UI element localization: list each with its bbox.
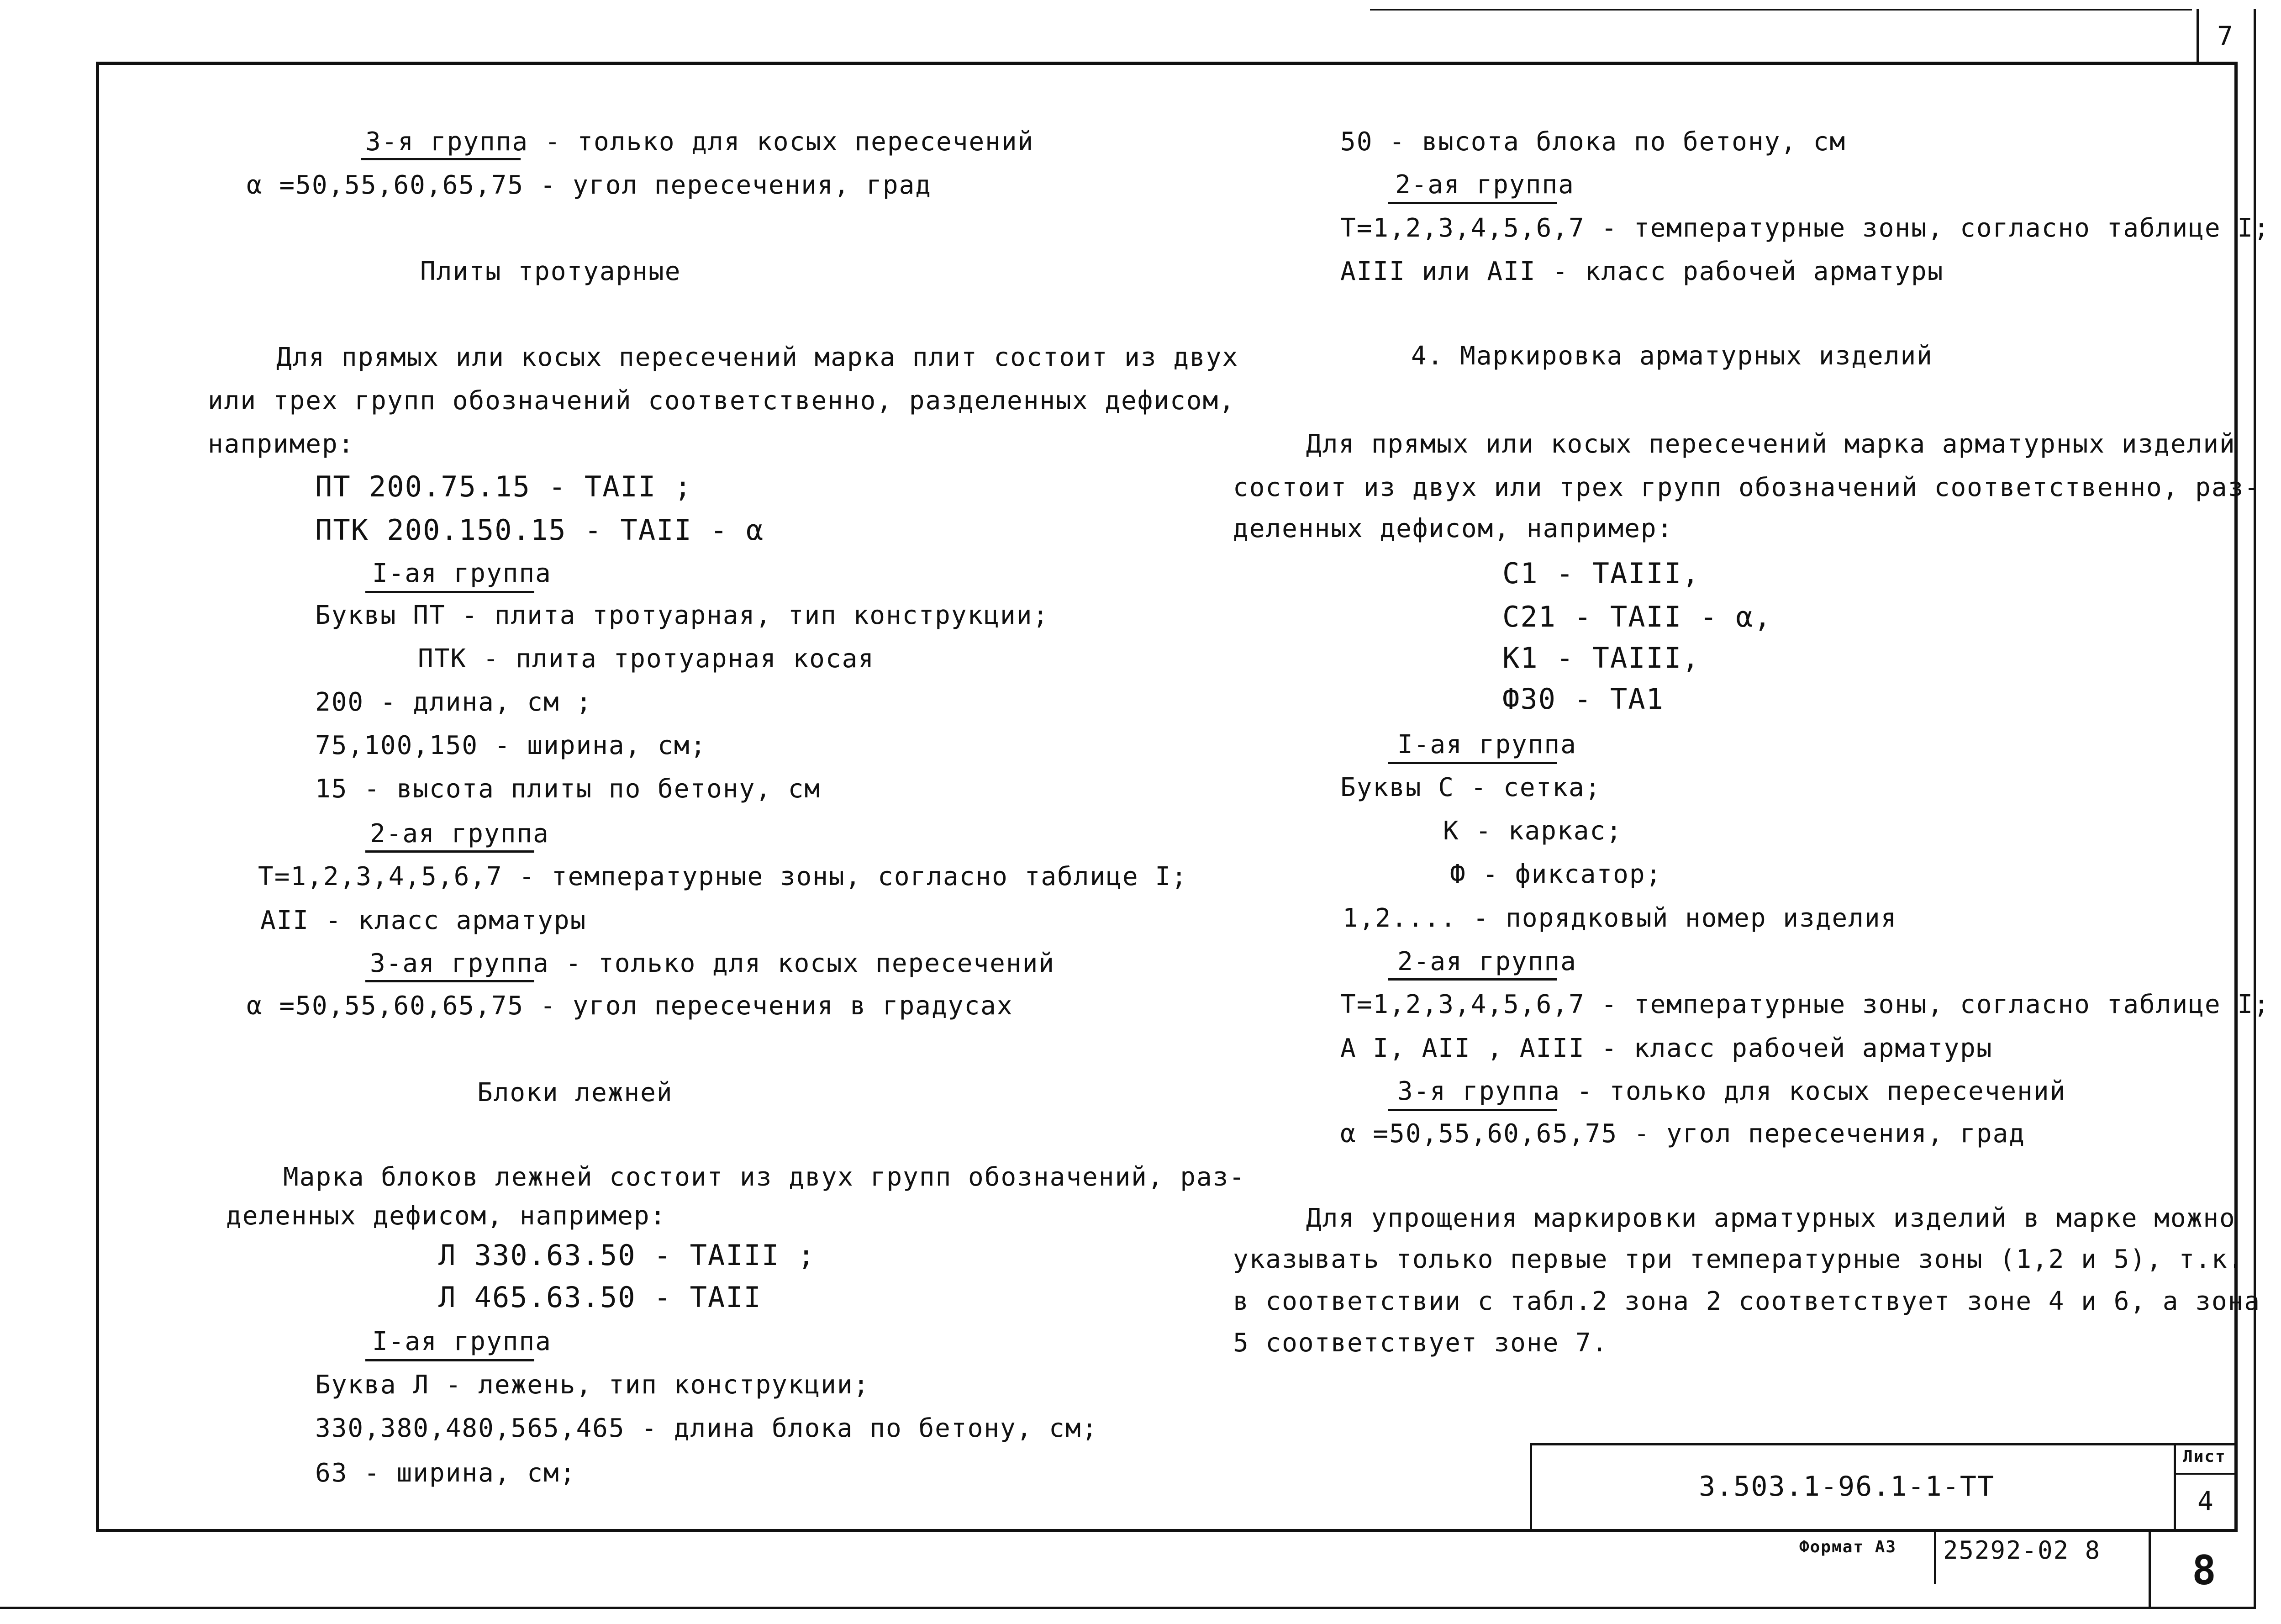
rebar-class: А I, АII , АIII - класс рабочей арматуры xyxy=(1340,1033,1993,1063)
block-group2-title: 2-ая группа xyxy=(1395,170,1575,200)
rebar-example-3: К1 - ТАIII, xyxy=(1502,641,1700,675)
rebar-example-1: С1 - ТАIII, xyxy=(1502,557,1700,590)
rebar-group2-underline xyxy=(1388,978,1557,981)
slab-height: 15 - высота плиты по бетону, см xyxy=(315,774,821,804)
block-example-1: Л 330.63.50 - ТАIII ; xyxy=(438,1239,816,1272)
rebar-para-line2: состоит из двух или трех групп обозначений соответственно, раз- xyxy=(1233,473,2261,502)
block-width: 63 - ширина, см; xyxy=(315,1458,576,1488)
rebar-serial-number: 1,2.... - порядковый номер изделия xyxy=(1343,903,1897,933)
block-group2-underline xyxy=(1388,202,1557,204)
simplify-para-line2: указывать только первые три температурные зоны (1,2 и 5), т.к. xyxy=(1233,1244,2244,1274)
rebar-example-4: Ф30 - ТА1 xyxy=(1502,682,1664,716)
block-height: 50 - высота блока по бетону, см xyxy=(1340,127,1846,157)
slab-example-2: ПТК 200.150.15 - ТАII - α xyxy=(315,513,764,547)
left-angle-line: α =50,55,60,65,75 - угол пересечения, град xyxy=(247,170,932,200)
rebar-example-2: С21 - ТАII - α, xyxy=(1502,600,1772,633)
rebar-group2-title: 2-ая группа xyxy=(1397,947,1577,976)
simplify-para-line1: Для упрощения маркировки арматурных изделий в марке можно xyxy=(1306,1203,2236,1233)
document-code: 3.503.1-96.1-1-ТТ xyxy=(1699,1471,1995,1503)
slab-letters-pt: Буквы ПТ - плита тротуарная, тип конструкции; xyxy=(315,601,1049,630)
slab-rebar-class: АII - класс арматуры xyxy=(260,906,587,935)
blocks-para-line2: деленных дефисом, например: xyxy=(226,1201,667,1231)
left-group3-title: 3-я группа - только для косых пересечений xyxy=(365,127,1034,157)
slab-letters-ptk: ПТК - плита тротуарная косая xyxy=(418,644,875,674)
top-thin-line xyxy=(1370,9,2192,11)
slab-group2-underline xyxy=(365,850,534,853)
bottom-page-box-left xyxy=(2149,1529,2151,1608)
stamp-left xyxy=(1530,1443,1532,1532)
stamp-sheet-divider xyxy=(2174,1443,2176,1532)
block-group1-title: I-ая группа xyxy=(372,1327,552,1356)
simplify-para-line4: 5 соответствует зоне 7. xyxy=(1233,1328,1608,1358)
sheet-number: 4 xyxy=(2197,1486,2214,1517)
rebar-temperature-zones: Т=1,2,3,4,5,6,7 - температурные зоны, согласно таблице I; xyxy=(1340,990,2270,1019)
slab-temperature-zones: Т=1,2,3,4,5,6,7 - температурные зоны, согласно таблице I; xyxy=(258,862,1188,891)
slabs-para-line3: например: xyxy=(208,429,355,459)
slab-group1-title: I-ая группа xyxy=(372,559,552,588)
block-length: 330,380,480,565,465 - длина блока по бетону, см; xyxy=(315,1413,1098,1443)
slab-group2-title: 2-ая группа xyxy=(370,819,549,849)
rebar-letter-f: Ф - фиксатор; xyxy=(1450,859,1662,889)
stamp-top xyxy=(1530,1443,2238,1445)
slab-group3-underline xyxy=(365,980,534,982)
slabs-para-line2: или трех групп обозначений соответственно, разделенных дефисом, xyxy=(208,386,1236,416)
simplify-para-line3: в соответствии с табл.2 зона 2 соответствует зоне 4 и 6, а зона xyxy=(1233,1287,2261,1316)
bottom-page-number: 8 xyxy=(2192,1547,2217,1594)
heading-pavement-slabs: Плиты тротуарные xyxy=(420,257,681,286)
outer-right-line xyxy=(2254,9,2256,1608)
block-group1-underline xyxy=(365,1359,534,1361)
rebar-angle: α =50,55,60,65,75 - угол пересечения, град xyxy=(1340,1119,2026,1149)
slab-width: 75,100,150 - ширина, см; xyxy=(315,731,707,760)
stamp-sheet-hline xyxy=(2174,1473,2238,1475)
rebar-group3-underline xyxy=(1388,1109,1557,1111)
block-letter-l: Буква Л - лежень, тип конструкции; xyxy=(315,1370,870,1400)
block-temperature-zones: Т=1,2,3,4,5,6,7 - температурные зоны, согласно таблице I; xyxy=(1340,213,2270,243)
rebar-letter-k: К - каркас; xyxy=(1443,816,1623,846)
blocks-para-line1: Марка блоков лежней состоит из двух групп обозначений, раз- xyxy=(283,1162,1246,1192)
heading-rebar-marking: 4. Маркировка арматурных изделий xyxy=(1411,341,1933,371)
block-rebar-class: АIII или АII - класс рабочей арматуры xyxy=(1340,257,1944,286)
block-example-2: Л 465.63.50 - ТАII xyxy=(438,1281,762,1314)
sheet-label: Лист xyxy=(2183,1447,2226,1466)
rebar-group3-title: 3-я группа - только для косых пересечений xyxy=(1397,1076,2066,1106)
corner-top-page-number: 7 xyxy=(2217,21,2234,52)
slab-group1-underline xyxy=(365,591,534,593)
slabs-para-line1: Для прямых или косых пересечений марка плит состоит из двух xyxy=(276,343,1239,372)
page-bottom-line xyxy=(0,1607,2256,1609)
archive-box-left xyxy=(1934,1529,1936,1584)
rebar-group1-title: I-ая группа xyxy=(1397,730,1577,759)
left-group3-underline xyxy=(361,158,521,160)
frame-left xyxy=(96,62,99,1532)
archive-number: 25292-02 8 xyxy=(1943,1536,2101,1565)
slab-example-1: ПТ 200.75.15 - ТАII ; xyxy=(315,470,692,503)
frame-top xyxy=(96,62,2238,65)
rebar-para-line1: Для прямых или косых пересечений марка арматурных изделий xyxy=(1306,429,2236,459)
paper-format: Формат А3 xyxy=(1799,1538,1897,1556)
heading-sleeper-blocks: Блоки лежней xyxy=(477,1078,673,1107)
slab-length: 200 - длина, см ; xyxy=(315,687,593,717)
slab-group3-title: 3-ая группа - только для косых пересечений xyxy=(370,949,1055,978)
slab-angle: α =50,55,60,65,75 - угол пересечения в градусах xyxy=(247,991,1013,1021)
frame-bottom xyxy=(96,1529,2238,1532)
rebar-group1-underline xyxy=(1388,762,1557,764)
corner-box-left xyxy=(2197,9,2199,65)
rebar-letter-c: Буквы С - сетка; xyxy=(1340,773,1601,802)
rebar-para-line3: деленных дефисом, например: xyxy=(1233,514,1674,543)
